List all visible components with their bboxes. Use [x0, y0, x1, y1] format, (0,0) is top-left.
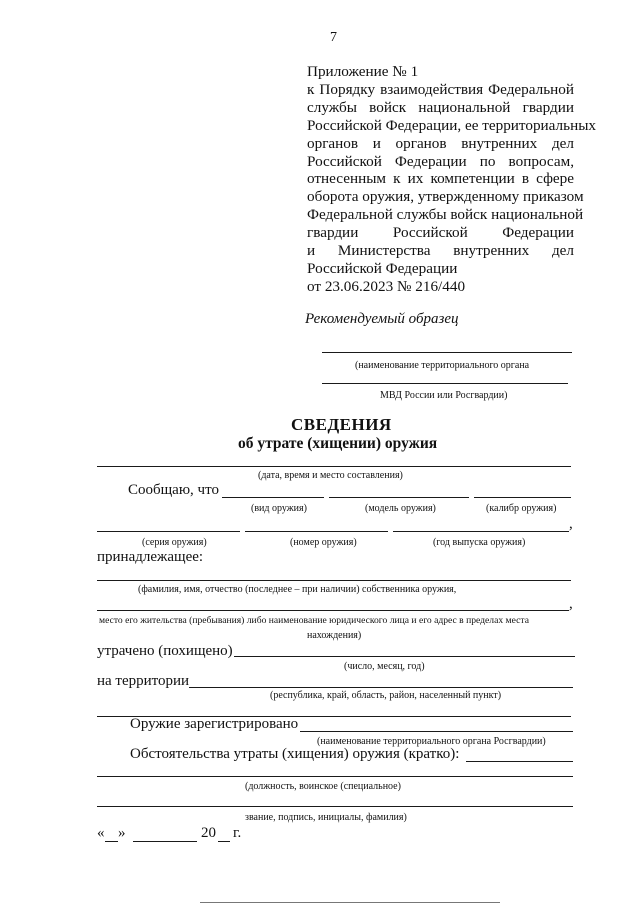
addressee-organ-caption-2: МВД России или Росгвардии)	[380, 390, 508, 401]
annex-line: Федеральной службы войск национальной	[307, 206, 584, 224]
annex-line: гвардии Российской Федерации	[307, 224, 574, 242]
addressee-organ-line-2[interactable]	[322, 383, 568, 384]
weapon-year-caption: (год выпуска оружия)	[433, 537, 526, 548]
weapon-type-caption: (вид оружия)	[251, 503, 307, 514]
date-day-line[interactable]	[105, 841, 118, 842]
date-open-quote: «	[97, 825, 105, 841]
circumstances-line-2[interactable]	[97, 776, 573, 777]
annex-line: отнесенным к их компетенции в сфере	[307, 170, 574, 188]
circumstances-label: Обстоятельства утраты (хищения) оружия (кратко):	[130, 746, 460, 762]
date-year-prefix: 20	[201, 825, 216, 841]
scan-edge-line	[200, 902, 500, 903]
date-time-place-line[interactable]	[97, 466, 571, 467]
owner-row-comma: ,	[569, 596, 573, 612]
recommended-sample-label: Рекомендуемый образец	[305, 311, 459, 327]
date-month-line[interactable]	[133, 841, 197, 842]
annex-line: оборота оружия, утвержденному приказом	[307, 188, 584, 206]
addressee-organ-caption: (наименование территориального органа	[355, 360, 530, 371]
registered-organ-caption: (наименование территориального органа Росгвардии)	[317, 736, 546, 747]
owner-name-caption: (фамилия, имя, отчество (последнее – при наличии) собственника оружия,	[138, 584, 457, 595]
date-close-quote: »	[118, 825, 126, 841]
registered-organ-line[interactable]	[300, 731, 573, 732]
territory-caption: (республика, край, область, район, населенный пункт)	[270, 690, 502, 701]
territory-label: на территории	[97, 673, 190, 689]
owner-address-caption-1: место его жительства (пребывания) либо наименование юридического лица и его адрес в пределах места	[99, 615, 529, 626]
annex-line: Российской Федерации, ее территориальных	[307, 116, 596, 134]
weapon-series-line[interactable]	[97, 531, 240, 532]
annex-line: Российской Федерации по вопросам,	[307, 152, 574, 170]
date-time-place-caption: (дата, время и место составления)	[258, 470, 403, 481]
annex-line: к Порядку взаимодействия Федеральной	[307, 80, 574, 98]
lost-label: утрачено (похищено)	[97, 643, 233, 659]
weapon-caliber-caption: (калибр оружия)	[486, 503, 557, 514]
signature-line[interactable]	[97, 806, 573, 807]
date-year-suffix: г.	[233, 825, 242, 841]
weapon-series-caption: (серия оружия)	[142, 537, 207, 548]
signature-caption: звание, подпись, инициалы, фамилия)	[245, 812, 407, 823]
weapon-number-line[interactable]	[245, 531, 388, 532]
report-label: Сообщаю, что	[128, 482, 219, 498]
annex-line: службы войск национальной гвардии	[307, 98, 574, 116]
annex-line: от 23.06.2023 № 216/440	[307, 277, 466, 295]
series-row-comma: ,	[569, 516, 573, 532]
weapon-number-caption: (номер оружия)	[290, 537, 357, 548]
annex-line: органов и органов внутренних дел	[307, 134, 574, 152]
form-subtitle: об утрате (хищении) оружия	[238, 435, 438, 452]
annex-line: Приложение № 1	[307, 63, 419, 80]
annex-block	[307, 63, 596, 296]
weapon-type-line[interactable]	[222, 497, 324, 498]
weapon-caliber-line[interactable]	[474, 497, 571, 498]
weapon-model-caption: (модель оружия)	[365, 503, 436, 514]
addressee-organ-line[interactable]	[322, 352, 572, 353]
belonging-label: принадлежащее:	[97, 549, 204, 565]
page-number: 7	[330, 30, 337, 45]
annex-line: Российской Федерации	[307, 259, 458, 277]
registered-label: Оружие зарегистрировано	[130, 716, 299, 732]
circumstances-line-1[interactable]	[466, 761, 573, 762]
lost-date-line[interactable]	[234, 656, 575, 657]
owner-address-caption-2: нахождения)	[307, 630, 362, 641]
owner-address-line[interactable]	[97, 610, 569, 611]
lost-date-caption: (число, месяц, год)	[344, 661, 425, 672]
owner-name-line[interactable]	[97, 580, 571, 581]
territory-line[interactable]	[189, 687, 573, 688]
form-title: СВЕДЕНИЯ	[291, 415, 392, 434]
annex-line: и Министерства внутренних дел	[307, 242, 574, 260]
weapon-model-line[interactable]	[329, 497, 469, 498]
weapon-year-line[interactable]	[393, 531, 569, 532]
position-rank-caption: (должность, воинское (специальное)	[245, 781, 401, 792]
date-year-line[interactable]	[218, 841, 230, 842]
